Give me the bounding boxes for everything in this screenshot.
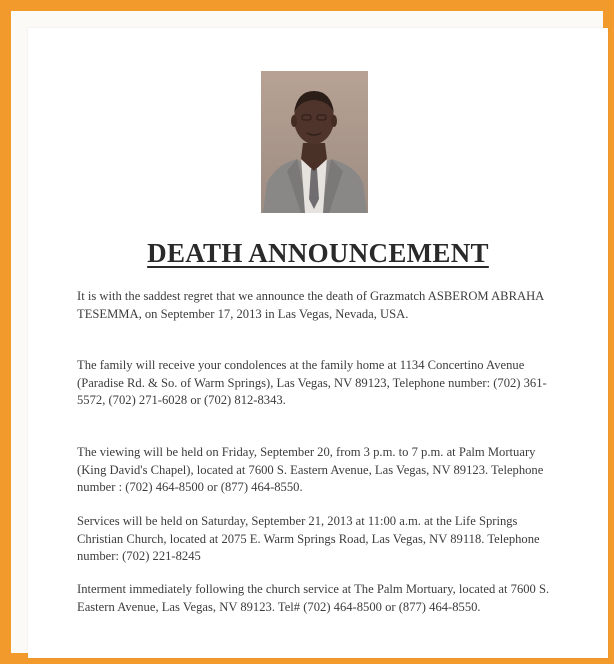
paragraph-condolences: The family will receive your condolences at the family home at 1134 Concertino Avenue (Paradise Rd. & So. of Warm Springs), Las Vegas, NV 89123, Telephone number: (702) 361-5572, (702) 271-6028 or (702) 812-8343. xyxy=(77,358,547,407)
portrait-image xyxy=(261,71,368,213)
paragraph-interment: Interment immediately following the church service at The Palm Mortuary, located at 7600 S. Eastern Avenue, Las Vegas, NV 89123. Tel# (702) 464-8500 or (877) 464-8550. xyxy=(77,582,550,614)
portrait-photo xyxy=(261,71,368,213)
announcement-title-text: DEATH ANNOUNCEMENT xyxy=(147,238,489,268)
paragraph-viewing: The viewing will be held on Friday, September 20, from 3 p.m. to 7 p.m. at Palm Mortuary (King David's Chapel), located at 7600 S. Eastern Avenue, Las Vegas, NV 89123. Telephone number : (702) 464-8500 or (877) 464-8550. xyxy=(77,445,544,494)
paragraph-services: Services will be held on Saturday, September 21, 2013 at 11:00 a.m. at the Life Springs Christian Church, located at 2075 E. Warm Springs Road, Las Vegas, NV 89118. Telephone number: (702) 221-8245 xyxy=(77,514,540,563)
paragraph-death-notice: It is with the saddest regret that we announce the death of Grazmatch ASBEROM ABRAHA TESEMMA, on September 17, 2013 in Las Vegas, Nevada, USA. xyxy=(77,289,544,321)
announcement-title xyxy=(28,238,608,269)
announcement-paper xyxy=(28,28,608,658)
